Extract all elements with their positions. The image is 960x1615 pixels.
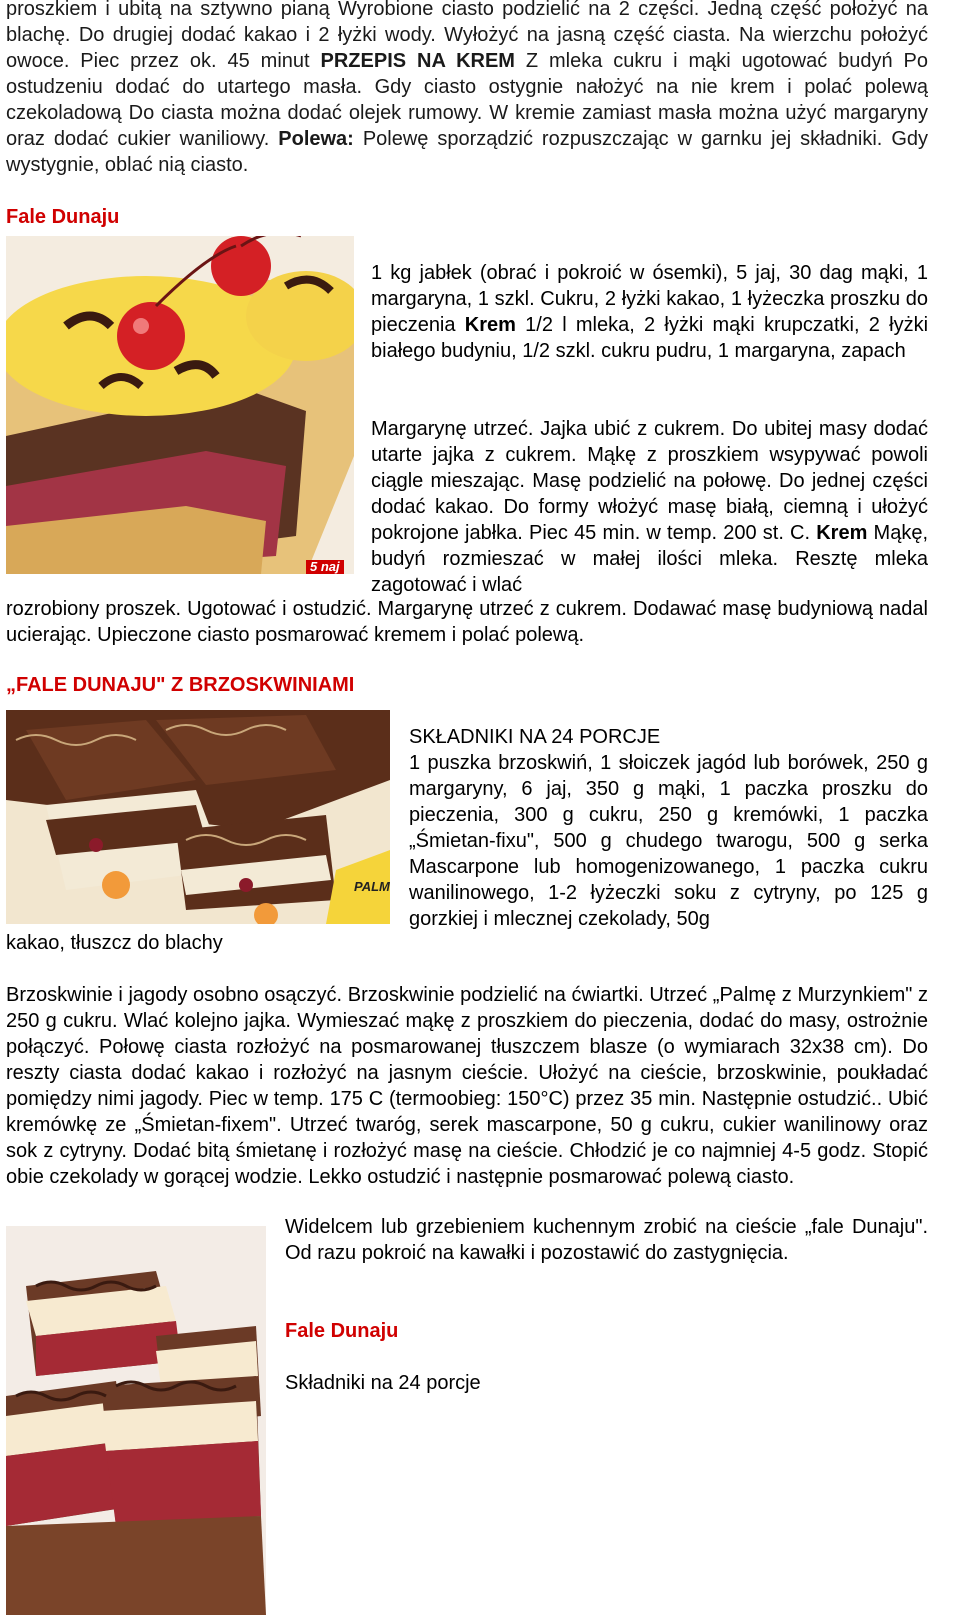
recipe1-ingredients-text: 1 kg jabłek (obrać i pokroić w ósemki), 5 jaj, 30 dag mąki, 1 margaryna, 1 szkl. Cukru, 2 łyżki kakao, 1 łyżeczka proszku do pieczenia [371, 262, 928, 336]
intro-text: proszkiem i ubitą na sztywno pianą Wyrobione ciasto podzielić na 2 części. Jedną część położyć na blachę. Do drugiej dodać kakao i 2 łyżki wody. Wyłożyć na jasną część ciasta. Na wierzchu położyć owoce. Piec przez ok. 45 minut [6, 0, 928, 72]
recipe3-title: Fale Dunaju [285, 1320, 399, 1342]
recipe1-krem-ingredients: 1/2 l mleka, 2 łyżki mąki krupczatki, 2 łyżki białego budyniu, 1/2 szkl. cukru pudru, 1 margaryna, zapach [371, 314, 929, 362]
recipe1-cake-photo [6, 236, 354, 574]
recipe1-method-continued: rozrobiony proszek. Ugotować i ostudzić. Margarynę utrzeć z cukrem. Dodawać masę budyniową nadal ucierając. Upieczone ciasto posmarować kremem i polać polewą. [6, 598, 928, 646]
recipe1-method-krem-label: Krem [816, 522, 868, 544]
recipe2-ingredients: 1 puszka brzoskwiń, 1 słoiczek jagód lub borówek, 250 g margaryny, 6 jaj, 350 g mąki, 1 paczka proszku do pieczenia, 300 g cukru, 250 g kremówki, 1 paczka „Śmietan-fixu", 500 g chudego twarogu, 500 g serka Mascarpone lub homogenizowanego, 1 paczka cukru wanilinowego, 1-2 łyżeczki soku z cytryny, po 125 g gorzkiej i mlecznej czekolady, 50g [409, 752, 928, 930]
recipe1-krem-label: Krem [464, 314, 516, 336]
polewa-text: Polewę sporządzić rozpuszczając w garnku jej składniki. Gdy wystygnie, oblać nią ciasto. [6, 128, 928, 176]
recipe1-ingredients [371, 260, 928, 364]
recipe1-method-krem-text: Mąkę, budyń rozmieszać w małej ilości mleka. Resztę mleka zagotować i wlać [371, 522, 928, 596]
recipe3-cake-photo [6, 1226, 266, 1615]
krem-text: Z mleka cukru i mąki ugotować budyń Po ostudzeniu dodać do utartego masła. Gdy ciasto ostygnie nałożyć na nie krem i polać polewą czekoladową Do ciasta można dodać olejek rumowy. W kremie zamiast masła można użyć margaryny oraz dodać cukier waniliowy. [6, 50, 928, 150]
recipe3-servings: Składniki na 24 porcje [285, 1372, 481, 1394]
intro-paragraph [6, 0, 928, 178]
photo-badge: 5 naj [306, 560, 344, 574]
recipe1-title: Fale Dunaju [6, 206, 120, 228]
recipe1-method-text: Margarynę utrzeć. Jajka ubić z cukrem. Do ubitej masy dodać utarte jajka z cukrem. Mąkę z proszkiem wsypywać powoli ciągle mieszając. Masę podzielić na połowę. Do jednej części dodać kakao. Do formy włożyć masę białą, ciemną i ułożyć pokrojone jabłka. Piec 45 min. w temp. 200 st. C. [371, 418, 928, 544]
polewa-label: Polewa: [278, 128, 354, 150]
recipe1-method [371, 416, 928, 598]
krem-label: PRZEPIS NA KREM [320, 50, 515, 72]
recipe2-method-continued: Widelcem lub grzebieniem kuchennym zrobić na cieście „fale Dunaju". Od razu pokroić na kawałki i pozostawić do zastygnięcia. [285, 1216, 928, 1264]
recipe2-method: Brzoskwinie i jagody osobno osączyć. Brzoskwinie podzielić na ćwiartki. Utrzeć „Palmę z Murzynkiem" z 250 g cukru. Wlać kolejno jajka. Wymieszać mąkę z proszkiem do pieczenia, dodać do masy, ostrożnie połączyć. Połowę ciasta rozłożyć na posmarowanej tłuszczem blasze (o wymiarach 32x38 cm). Do reszty ciasta dodać kakao i rozłożyć na jasnym cieście. Ułożyć na cieście, brzoskwinie, poukładać pomiędzy nimi jagody. Piec w temp. 175 C (termoobieg: 150°C) przez 35 min. Następnie ostudzić.. Ubić kremówkę ze „Śmietan-fixem". Utrzeć twaróg, serek mascarpone, 50 g cukru, cukier wanilinowy oraz sok z cytryny. Dodać bitą śmietanę i rozłożyć masę na cieście. Chłodzić je co najmniej 4-5 godz. Stopić obie czekolady w gorącej wodzie. Lekko ostudzić i następnie posmarować polewą ciasto. [6, 984, 928, 1188]
recipe2-title: „FALE DUNAJU" Z BRZOSKWINIAMI [6, 674, 355, 696]
recipe2-servings: SKŁADNIKI NA 24 PORCJE [409, 726, 661, 748]
photo-badge: PALM [350, 880, 390, 894]
recipe2-cake-photo [6, 710, 390, 924]
recipe2-ingredients-tail: kakao, tłuszcz do blachy [6, 932, 223, 954]
